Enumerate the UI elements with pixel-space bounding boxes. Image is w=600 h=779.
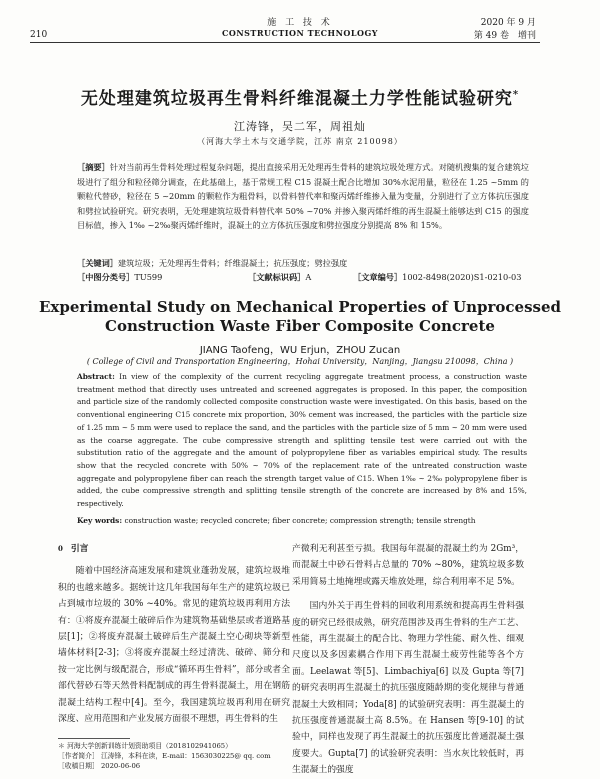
footnote-fund: ＊ 河海大学创新训练计划资助项目（2018102941065） [58, 742, 232, 750]
affiliation-en: ( College of Civil and Transportation Engineering，Hohai University，Nanjing，Jiangsu 210098，China ) [86, 357, 514, 366]
page-header [0, 0, 600, 44]
footnotes [58, 741, 290, 771]
authors-cn: 江涛锋，吴二军，周祖灿 [234, 120, 366, 133]
section-number: 0 [58, 544, 63, 553]
section-heading-intro [58, 541, 290, 557]
article-number-label: ［文章编号］ [353, 272, 403, 282]
body-column-right [292, 541, 524, 779]
clc-label: ［中图分类号］ [77, 272, 135, 282]
doc-code-value: A [305, 272, 312, 282]
page-number: 210 [30, 30, 48, 40]
doc-code-label: ［文献标识码］ [248, 272, 306, 282]
title-cn-text: 无处理建筑垃圾再生骨料纤维混凝土力学性能试验研究 [80, 89, 513, 109]
intro-paragraph-2: 国内外关于再生骨料的回收利用系统和提高再生骨料强度的研究已经很成熟，研究范围涉及再生骨料的生产工艺、性能，再生混凝土的配合比、物理力学性能、耐久性、细观尺度以及多因素耦合作用下再生混凝土疲劳性能等各个方面。Leelawat 等[5]、Limbachiya[6] 以及 Gupta 等[7] 的研究表明再生混凝土的抗压强度随龄期的变化规律与普通混凝土大致相同；Yoda[8] 的试验研究表明：再生混凝土的抗压强度普通混凝土高 8.5%。在 Hansen 等[9-10] 的试验中，同样也发现了再生混凝土的抗压强度比普通混凝土强度要大。Gupta[7] 的试验研究表明：当水灰比较低时，再生混凝土的强度 [292, 601, 524, 776]
keywords-cn-text: 建筑垃圾；无处理再生骨料；纤维混凝土；抗压强度；劈拉强度 [117, 258, 348, 268]
clc-number [77, 272, 162, 283]
abstract-en-text: In view of the complexity of the current recycling aggregate treatment process, a construction waste treatment method that directly uses untreated and screened aggregates is proposed. In this paper, the composition and particle size of the randomly collected composite construction waste were investigated. On this basis, based on the conventional engineering C15 concrete mix proportion, 30% cement was increased, the particles with the particle size of 1.25 mm ~ 5 mm were used to replace the sand, and the particles with the particle size of 5 mm ~ 20 mm were used as the coarse aggregate. The cube compressive strength and splitting tensile test were carried out with the substitution ratio of the aggregate and the amount of polypropylene fiber as variables empirical study. The results show that the recycled concrete with 50% ~ 70% of the replacement rate of the untreated construction waste aggregate and polypropylene fiber can reach the strength target value of C15. When 1‰ ~ 2‰ polypropylene fiber is added, the cube compressive strength and splitting tensile strength of the concrete are increased by 8% and 15%, respectively. [77, 372, 527, 509]
keywords-cn [77, 258, 529, 269]
journal-name-en: CONSTRUCTION TECHNOLOGY [221, 28, 379, 38]
abstract-en [77, 371, 527, 511]
authors-en: JIANG Taofeng，WU Erjun，ZHOU Zucan [199, 345, 401, 356]
keywords-en [77, 516, 527, 525]
section-title: 引言 [70, 544, 89, 554]
header-rule [30, 42, 540, 43]
affiliation-cn: （河海大学土木与交通学院，江苏 南京 210098） [197, 137, 403, 146]
abstract-en-label: Abstract: [77, 372, 115, 381]
title-en: Experimental Study on Mechanical Properties of Unprocessed Construction Waste Fiber Composite Concrete [38, 298, 562, 335]
abstract-cn [77, 160, 529, 233]
keywords-en-label: Key words: [77, 516, 123, 525]
issue-date: 2020 年 9 月 [480, 18, 536, 28]
article-number-value: 1002-8498(2020)S1-0210-03 [402, 272, 522, 282]
article-number [353, 272, 521, 283]
journal-name-cn: 施 工 技 术 [267, 18, 333, 28]
footnote-rule [58, 738, 130, 739]
abstract-cn-text: 针对当前再生骨料处理过程复杂问题，提出直接采用无处理再生骨料的建筑垃圾处理方式。对随机搜集的复合建筑垃圾进行了组分和粒径筛分调查，在此基础上，基于常规工程 C15 混凝土配合比增加 30%水泥用量，粒径在 1.25 ~5mm 的颗粒代替砂，粒径在 5 ~20mm 的颗粒作为粗骨料，以骨料替代率和聚丙烯纤维掺入量为变量，分别进行了立方体抗压强度和劈拉试验研究。研究表明，无处理建筑垃圾骨料替代率 50% ~70% 并掺入聚丙烯纤维的再生混凝土能够达到 C15 的强度目标值，掺入 1‰ ~2‰聚丙烯纤维时，混凝土的立方体抗压强度和劈拉强度分别提高 8% 和 15%。 [77, 162, 529, 230]
title-cn [0, 84, 600, 109]
document-code [248, 272, 311, 283]
footnote-author: ［作者简介］ 江涛锋，本科在读，E-mail：1563030225@ qq. com [58, 752, 271, 760]
intro-paragraph-1-continued: 产微利无利甚至亏损。我国每年混凝的混凝土约为 2Gm³，而混凝土中砂石骨料占总量的 70% ~80%，建筑垃圾多数采用简易土地掩埋或露天堆放处理，综合利用率不足 5%。 [292, 544, 524, 587]
title-footnote-marker: * [512, 89, 520, 101]
footnote-received: ［收稿日期］ 2020-06-06 [58, 762, 141, 770]
intro-paragraph-1: 随着中国经济高速发展和建筑业蓬勃发展，建筑垃圾堆积的也越来越多。据统计这几年我国每年生产的建筑垃圾已占到城市垃圾的 30% ~40%。常见的建筑垃圾再利用方法有：①将废弃混凝土破碎后作为建筑物基础垫层或者道路基层[1]；②将废弃混凝土破碎后生产混凝土空心砌块等新型墙体材料[2-3]；③将废弃混凝土经过清洗、破碎、筛分和按一定比例与级配混合，形成“循环再生骨料”，部分或者全部代替砂石等天然骨料配制成的再生骨料混凝土，用在钢筋混凝土结构工程中[4]。至今，我国建筑垃圾再利用在研究深度、应用范围和产业发展方面很不理想，再生骨料的生 [58, 566, 290, 725]
clc-value: TU599 [134, 272, 163, 282]
keywords-cn-label: ［关键词］ [77, 258, 118, 268]
issue-volume: 第 49 卷 增刊 [473, 31, 536, 41]
keywords-en-text: construction waste; recycled concrete; fiber concrete; compression strength; tensile strength [124, 516, 476, 525]
body-column-left [58, 541, 290, 727]
abstract-cn-label: ［摘要］ [77, 162, 110, 172]
